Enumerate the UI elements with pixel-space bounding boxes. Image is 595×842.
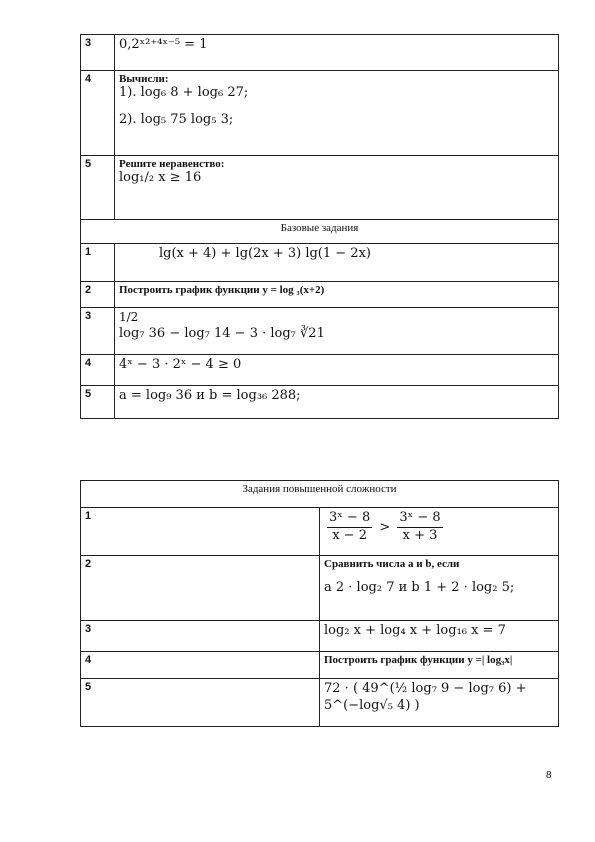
task-cell: [115, 244, 559, 282]
task-text: Построить график функции y =| log₃x|: [324, 654, 513, 666]
fraction-right: [397, 510, 442, 545]
task-expression: log₇ 36 − log₇ 14 − 3 · log₇ ∛21: [119, 325, 325, 341]
tasks-table-top: [80, 34, 559, 419]
row-number: 2: [81, 282, 115, 308]
row-number: 4: [81, 71, 115, 156]
row-number: 1: [81, 508, 320, 556]
task-expression: log₁/₂ x ≥ 16: [119, 170, 202, 185]
table-row: [81, 35, 559, 71]
task-cell: [320, 556, 559, 621]
page-number: 8: [546, 770, 552, 781]
section-header: Задания повышенной сложности: [81, 481, 559, 508]
task-expression: a = log₉ 36 и b = log₃₆ 288;: [119, 388, 301, 403]
task-coefficient: 1/2: [119, 310, 139, 324]
task-expression: lg(x + 4) + lg(2x + 3) lg(1 − 2x): [159, 246, 371, 261]
section-header-row: [81, 220, 559, 244]
task-expression-2: 2). log₅ 75 log₅ 3;: [119, 111, 234, 127]
section-header-row: [81, 481, 559, 508]
task-expression: log₂ x + log₄ x + log₁₆ x = 7: [324, 623, 506, 638]
task-cell: [115, 355, 559, 386]
row-number: 3: [81, 35, 115, 71]
table-row: [81, 556, 559, 621]
table-row: [81, 282, 559, 308]
row-number: 5: [81, 386, 115, 419]
table-row: [81, 652, 559, 679]
task-expression: 72 · ( 49^(½ log₇ 9 − log₇ 6) + 5^(−log√₅ 4) ): [324, 681, 527, 713]
task-cell: [115, 35, 559, 71]
row-number: 5: [81, 679, 320, 727]
task-expression: a 2 · log₂ 7 и b 1 + 2 · log₂ 5;: [324, 580, 515, 595]
numerator-left: 3ˣ − 8: [327, 510, 372, 528]
row-number: 5: [81, 156, 115, 220]
task-expression: 4ˣ − 3 · 2ˣ − 4 ≥ 0: [119, 357, 242, 372]
table-row: [81, 386, 559, 419]
table-row: [81, 679, 559, 727]
tasks-table-bottom: [80, 480, 559, 727]
denominator-left: x − 2: [332, 527, 367, 543]
table-row: [81, 308, 559, 355]
task-cell: [115, 282, 559, 308]
inequality-sign: >: [379, 519, 391, 535]
section-header: Базовые задания: [81, 220, 559, 244]
row-number: 3: [81, 621, 320, 652]
task-cell: [320, 652, 559, 679]
inequality-expression: [324, 510, 554, 545]
task-cell: [115, 386, 559, 419]
table-row: [81, 244, 559, 282]
table-row: [81, 355, 559, 386]
task-cell: [320, 621, 559, 652]
task-label: Решите неравенство:: [119, 158, 225, 170]
table-row: [81, 621, 559, 652]
task-expression-1: 1). log₆ 8 + log₆ 27;: [119, 85, 249, 100]
task-cell: [320, 679, 559, 727]
row-number: 3: [81, 308, 115, 355]
row-number: 2: [81, 556, 320, 621]
denominator-right: x + 3: [402, 527, 438, 543]
task-cell: [115, 71, 559, 156]
table-row: [81, 508, 559, 556]
task-cell: [115, 156, 559, 220]
table-row: [81, 156, 559, 220]
numerator-right: 3ˣ − 8: [397, 510, 442, 528]
row-number: 1: [81, 244, 115, 282]
task-text: Построить график функции y = log ₃(x+2): [119, 284, 325, 296]
table-row: [81, 71, 559, 156]
task-cell: [320, 508, 559, 556]
fraction-left: [327, 510, 372, 545]
task-label: Вычисли:: [119, 73, 169, 85]
task-label: Сравнить числа a и b, если: [324, 558, 460, 570]
task-cell: [115, 308, 559, 355]
row-number: 4: [81, 355, 115, 386]
task-expression: 0,2ˣ²⁺⁴ˣ⁻⁵ = 1: [119, 37, 208, 52]
row-number: 4: [81, 652, 320, 679]
